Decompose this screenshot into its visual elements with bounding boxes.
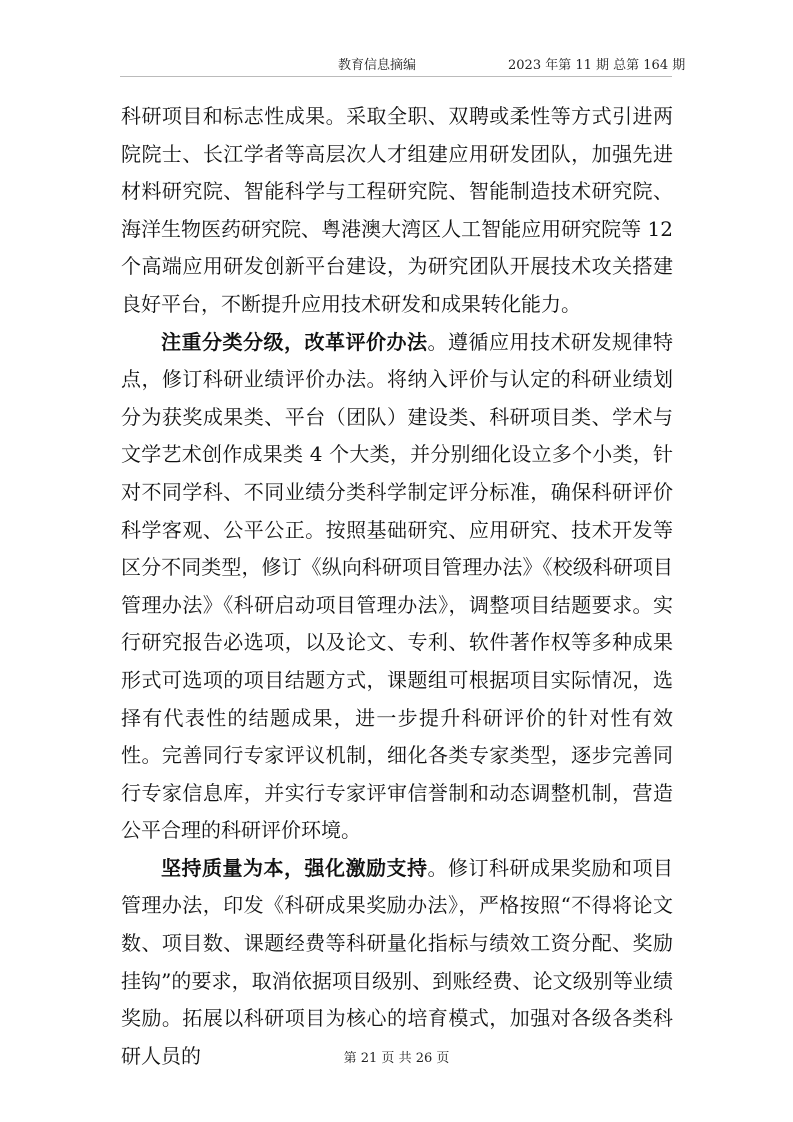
paragraph-text: 科研项目和标志性成果。采取全职、双聘或柔性等方式引进两院院士、长江学者等高层次人才组建应用研发团队，加强先进材料研究院、智能科学与工程研究院、智能制造技术研究院、海洋生物医药研究院、粤港澳大湾区人工智能应用研究院等 12 个高端应用研发创新平台建设，为研究团队开展技术攻关搭建良好平台，不断提升应用技术研发和成果转化能力。 bbox=[121, 104, 673, 316]
issue-number: 2023 年第 11 期 总第 164 期 bbox=[508, 58, 686, 73]
page-number: 第 21 页 共 26 页 bbox=[343, 1051, 450, 1066]
document-body bbox=[121, 98, 673, 1075]
paragraph-continuation bbox=[121, 98, 673, 324]
paragraph-text: 。遵循应用技术研发规律特点，修订科研业绩评价办法。将纳入评价与认定的科研业绩划分为获奖成果类、平台（团队）建设类、科研项目类、学术与文学艺术创作成果类 4 个大类，并分别细化设立多个小类，针对不同学科、不同业绩分类科学制定评分标准，确保科研评价科学客观、公平公正。按照基础研究、应用研究、技术开发等区分不同类型，修订《纵向科研项目管理办法》《校级科研项目管理办法》《科研启动项目管理办法》，调整项目结题要求。实行研究报告必选项，以及论文、专利、软件著作权等多种成果形式可选项的项目结题方式，课题组可根据项目实际情况，选择有代表性的结题成果，进一步提升科研评价的针对性有效性。完善同行专家评议机制，细化各类专家类型，逐步完善同行专家信息库，并实行专家评审信誉制和动态调整机制，营造公平合理的科研评价环境。 bbox=[121, 329, 673, 843]
page-header bbox=[0, 54, 793, 74]
page-footer bbox=[0, 1047, 793, 1066]
paragraph-text: 。修订科研成果奖励和项目管理办法，印发《科研成果奖励办法》，严格按照“不得将论文数、项目数、课题经费等科研量化指标与绩效工资分配、奖励挂钩”的要求，取消依据项目级别、到账经费、论文级别等业绩奖励。拓展以科研项目为核心的培育模式，加强对各级各类科研人员的 bbox=[121, 855, 673, 1068]
paragraph-incentive-support bbox=[121, 850, 673, 1076]
paragraph-heading: 注重分类分级，改革评价办法 bbox=[161, 329, 428, 354]
paragraph-evaluation-reform bbox=[121, 324, 673, 850]
header-divider bbox=[120, 76, 672, 77]
paragraph-heading: 坚持质量为本，强化激励支持 bbox=[161, 855, 428, 880]
publication-title: 教育信息摘编 bbox=[338, 58, 417, 73]
